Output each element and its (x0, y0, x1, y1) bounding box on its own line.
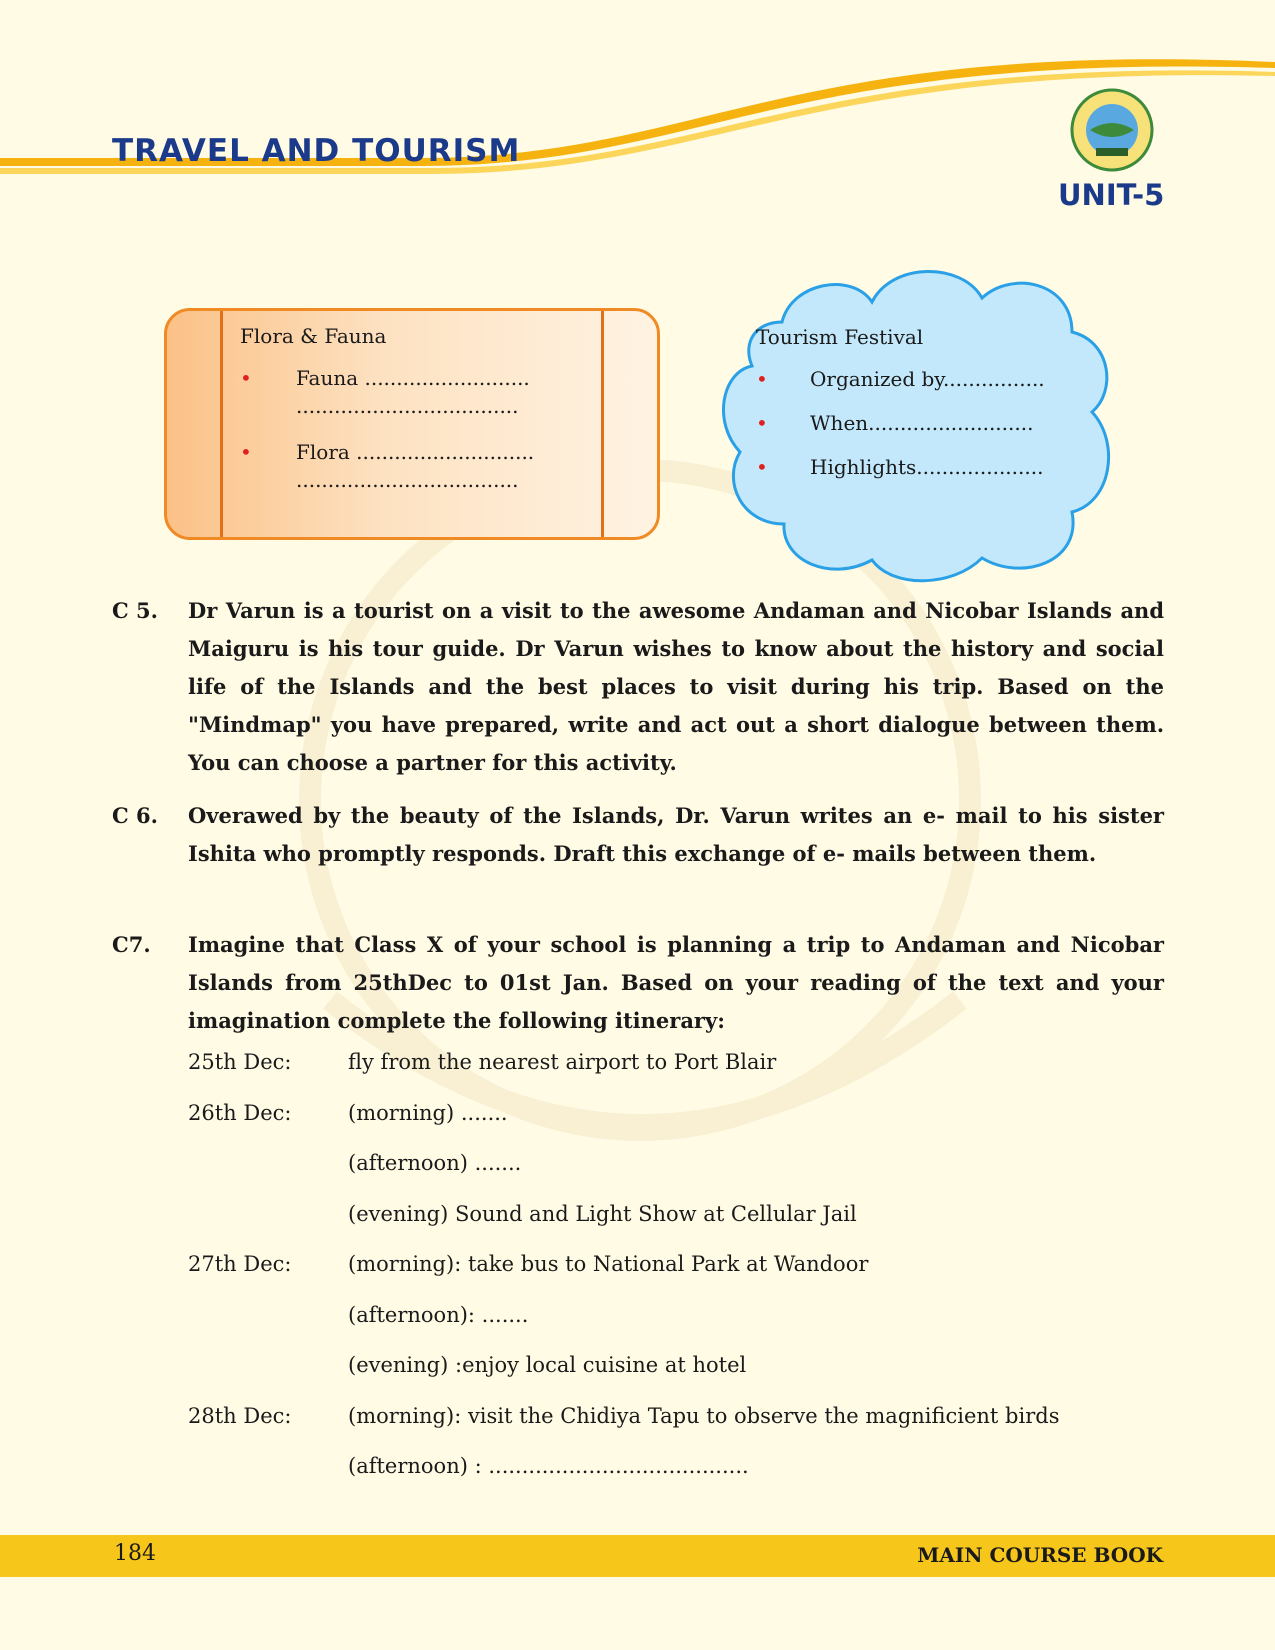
itinerary-row: 26th Dec: (morning) ....... (188, 1100, 508, 1125)
itinerary-row: (afternoon) ....... (348, 1151, 522, 1175)
cce-logo-icon (1068, 86, 1156, 174)
unit-label: UNIT-5 (1058, 178, 1165, 212)
bullet-icon: • (240, 366, 252, 390)
itinerary-row: (evening) Sound and Light Show at Cellular Jail (348, 1201, 857, 1226)
bullet-icon: • (756, 411, 768, 435)
book-name: MAIN COURSE BOOK (917, 1543, 1163, 1567)
question-text: Dr Varun is a tourist on a visit to the awesome Andaman and Nicobar Islands and Maiguru is his tour guide. Dr Varun wishes to know about the history and social life of the Islands and the best places to visit during his trip. Based on the "Mindmap" you have prepared, write and act out a short dialogue between them. You can choose a partner for this activity. (188, 598, 1164, 775)
list-item: • Highlights.................... (756, 455, 1044, 479)
itinerary (188, 1050, 1148, 1505)
bullet-icon: • (756, 455, 768, 479)
question-text: Imagine that Class X of your school is planning a trip to Andaman and Nicobar Islands from 25thDec to 01st Jan. Based on your reading of the text and your imagination complete the following itinerary: (188, 932, 1164, 1033)
tourism-festival-title: Tourism Festival (756, 325, 924, 349)
itinerary-row: (evening) :enjoy local cuisine at hotel (348, 1353, 747, 1377)
itinerary-row: 28th Dec: (morning): visit the Chidiya Tapu to observe the magnificient birds (188, 1403, 1060, 1428)
list-item: • When.......................... (756, 411, 1034, 435)
flora-fauna-title: Flora & Fauna (240, 324, 387, 348)
question-number: C7. (112, 932, 151, 957)
itinerary-row: 27th Dec: (morning): take bus to National Park at Wandoor (188, 1252, 869, 1276)
itinerary-row: (afternoon) : ....................................... (348, 1454, 749, 1478)
question-number: C 5. (112, 598, 158, 623)
bullet-icon: • (756, 367, 768, 391)
question-c5 (112, 592, 1164, 782)
page-number: 184 (114, 1541, 156, 1566)
page-title: TRAVEL AND TOURISM (112, 132, 521, 169)
list-item: • Organized by................ (756, 367, 1045, 391)
question-c6 (112, 797, 1164, 873)
list-item: • Flora ............................ (240, 440, 535, 464)
itinerary-row: (afternoon): ....... (348, 1302, 529, 1327)
question-text: Overawed by the beauty of the Islands, Dr. Varun writes an e- mail to his sister Ishita who promptly responds. Draft this exchange of e- mails between them. (188, 803, 1164, 866)
flora-fauna-content: Flora & Fauna • Fauna .......................... ................................... • Flora ............................ ................................... (240, 324, 600, 514)
list-item: • Fauna .......................... (240, 366, 530, 390)
question-c7 (112, 926, 1164, 1040)
question-number: C 6. (112, 803, 158, 828)
bullet-icon: • (240, 440, 252, 464)
itinerary-row: 25th Dec: fly from the nearest airport to Port Blair (188, 1050, 777, 1074)
tourism-festival-content (756, 325, 1096, 499)
